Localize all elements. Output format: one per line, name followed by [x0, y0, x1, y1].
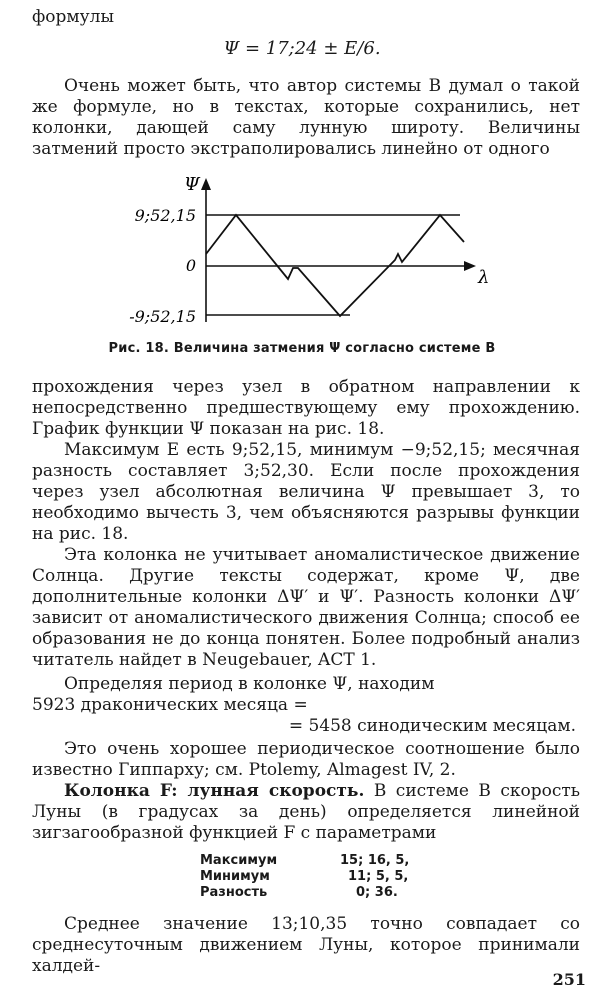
paragraph-7-body: В системе B скорость Луны (в градусах за день) определяется линейной зигзагообразной функцией F с параметрами — [32, 781, 580, 843]
figure-18-graph — [0, 170, 604, 330]
paragraph-8: Среднее значение 13;10,35 точно совпадает со среднесуточным движением Луны, которое принимали халдей- — [32, 914, 580, 976]
x-axis-arrow — [464, 261, 476, 271]
param-value: 0; 36. — [356, 885, 398, 900]
y-axis-label: Ψ — [184, 174, 200, 195]
paragraph-5-line-2: 5923 драконических месяца = — [32, 695, 308, 715]
param-label: Минимум — [200, 869, 270, 884]
paragraph-5-line-3: = 5458 синодическим месяцам. — [288, 716, 576, 736]
parameter-table — [200, 853, 409, 901]
y-tick-zero: 0 — [185, 256, 196, 275]
paragraph-7 — [32, 781, 580, 844]
figure-caption: Рис. 18. Величина затмения Ψ согласно системе B — [108, 341, 496, 356]
page-number: 251 — [552, 970, 586, 989]
top-line-text: формулы — [32, 7, 114, 27]
param-label: Разность — [200, 885, 268, 900]
paragraph-4: Эта колонка не учитывает аномалистическое движение Солнца. Другие тексты содержат, кроме Ψ, две дополнительные колонки ΔΨ′ и Ψ′. Разность колонки ΔΨ′ зависит от аномалистического движения Солнца; способ ее образования не до конца понятен. Более подробный анализ читатель найдет в Neugebauer, ACT 1. — [32, 545, 580, 670]
param-value: 11; 5, 5, — [348, 869, 409, 884]
paragraph-5-line-1: Определяя период в колонке Ψ, находим — [64, 674, 435, 694]
y-axis-arrow — [201, 178, 211, 190]
column-f-heading: Колонка F: лунная скорость. — [64, 781, 365, 801]
paragraph-3: Максимум E есть 9;52,15, минимум −9;52,15; месячная разность составляет 3;52,30. Если после прохождения через узел абсолютная величина Ψ превышает 3, то необходимо вычесть 3, чем объясняются разрывы функции на рис. 18. — [32, 440, 580, 544]
paragraph-1: Очень может быть, что автор системы B думал о такой же формуле, но в текстах, которые сохранились, нет колонки, дающей саму лунную широту. Величины затмений просто экстраполировались линейно от одного — [32, 76, 580, 159]
param-row — [200, 869, 409, 885]
paragraph-2: прохождения через узел в обратном направлении к непосредственно предшествующему ему прохождению. График функции Ψ показан на рис. 18. — [32, 377, 580, 439]
param-value: 15; 16, 5, — [340, 853, 410, 868]
param-label: Максимум — [200, 853, 278, 868]
param-row — [200, 885, 409, 901]
x-axis-label: λ — [478, 267, 490, 288]
formula-psi: Ψ = 17;24 ± E/6. — [223, 38, 381, 59]
param-row — [200, 853, 409, 869]
paragraph-6: Это очень хорошее периодическое соотношение было известно Гиппарху; см. Ptolemy, Almagest IV, 2. — [32, 739, 580, 780]
y-tick-top: 9;52,15 — [134, 206, 196, 225]
y-tick-bottom: -9;52,15 — [129, 307, 196, 326]
